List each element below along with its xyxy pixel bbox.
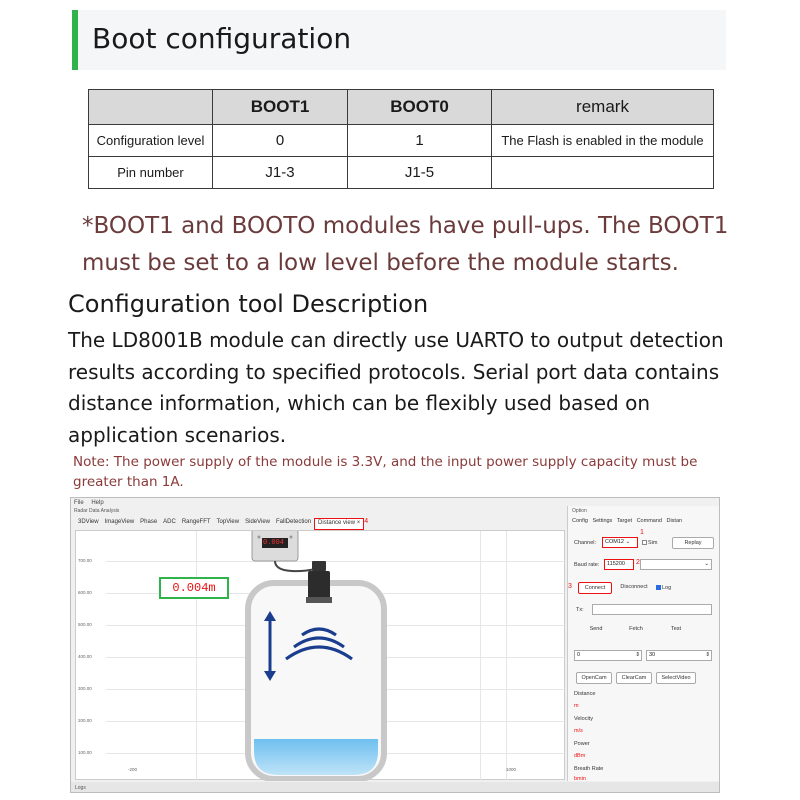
clearcam-button[interactable]: ClearCam xyxy=(616,672,652,684)
y-tick-label: 500.00 xyxy=(78,622,92,627)
channel-label: Channel: xyxy=(574,540,597,546)
tx-input[interactable] xyxy=(592,604,712,615)
boot-warning: *BOOT1 and BOOTO modules have pull-ups. The BOOT1 must be set to a low level before the module starts. xyxy=(82,213,729,276)
section-title: Configuration tool Description xyxy=(68,290,429,318)
table-header-cell xyxy=(89,90,213,125)
baud-rate-field[interactable]: 115200 xyxy=(604,559,634,570)
tab-sideview[interactable]: SideView xyxy=(245,519,271,525)
table-cell: The Flash is enabled in the module xyxy=(492,125,714,157)
replay-button[interactable]: Replay xyxy=(672,537,714,549)
table-cell: Pin number xyxy=(89,157,213,189)
distance-plot xyxy=(75,530,565,780)
tab-close-icon[interactable]: × xyxy=(356,520,361,526)
sim-checkbox[interactable] xyxy=(642,540,657,546)
marker-3: 3 xyxy=(568,583,572,590)
y-tick-label: 200.00 xyxy=(78,718,92,723)
connect-button[interactable]: Connect xyxy=(578,582,612,594)
y-tick-label: 400.00 xyxy=(78,654,92,659)
velocity-unit: m/s xyxy=(574,728,583,734)
table-cell xyxy=(492,157,714,189)
tab-distance[interactable]: Distan xyxy=(666,518,683,524)
y-tick-label: 100.00 xyxy=(78,750,92,755)
send-button[interactable]: Send xyxy=(589,626,603,632)
tab-topview[interactable]: TopView xyxy=(216,519,240,525)
velocity-label: Velocity xyxy=(574,716,593,722)
device-display-value: 0.004 xyxy=(263,539,285,547)
tab-phase[interactable]: Phase xyxy=(140,519,158,525)
spin-arrows-icon: ⇕ xyxy=(705,652,710,658)
breath-rate-unit: bmin xyxy=(574,776,586,782)
tab-settings[interactable]: Settings xyxy=(592,518,613,524)
spin-box-2[interactable] xyxy=(646,650,712,661)
spin-box-1[interactable] xyxy=(574,650,642,661)
distance-label: Distance xyxy=(574,691,596,697)
tab-command[interactable]: Command xyxy=(636,518,662,524)
marker-4: 4 xyxy=(364,518,369,525)
disconnect-button[interactable]: Disconnect xyxy=(620,584,648,590)
spin-box-1-value: 0 xyxy=(577,652,581,658)
table-cell: J1-5 xyxy=(348,157,492,189)
spin-box-2-value: 30 xyxy=(649,652,656,658)
tank-illustration xyxy=(76,531,566,781)
channel-value: COM12 xyxy=(605,539,624,545)
x-tick-label: -200 xyxy=(128,767,138,772)
y-tick-label: 700.00 xyxy=(78,558,92,563)
option-panel xyxy=(567,506,719,781)
menu-bar xyxy=(74,500,110,506)
sensor-cable xyxy=(275,561,316,571)
tab-imageview[interactable]: ImageView xyxy=(104,519,135,525)
channel-select[interactable] xyxy=(602,537,638,548)
selectvideo-button[interactable]: SelectVideo xyxy=(656,672,696,684)
header-accent-bar xyxy=(72,10,78,70)
chevron-down-icon: ⌄ xyxy=(704,561,709,567)
table-header-cell: BOOT0 xyxy=(348,90,492,125)
power-note: Note: The power supply of the module is 3.3V, and the input power supply capacity must be greater than 1A. xyxy=(73,454,698,490)
power-label: Power xyxy=(574,741,590,747)
logs-bar: Logs xyxy=(71,782,720,793)
tab-rangefft[interactable]: RangeFFT xyxy=(181,519,211,525)
table-row xyxy=(89,125,714,157)
distance-readout: 0.004m xyxy=(159,577,229,599)
power-unit: dBm xyxy=(574,753,586,759)
table-cell: J1-3 xyxy=(213,157,348,189)
log-checkbox[interactable] xyxy=(656,585,671,591)
fetch-button[interactable]: Fetch xyxy=(629,626,643,632)
option-title: Option xyxy=(572,508,587,514)
tank-water xyxy=(254,739,378,775)
sensor-head xyxy=(312,561,326,571)
log-label: Log xyxy=(662,585,672,591)
baud-label: Baud rate: xyxy=(574,562,600,568)
marker-2: 2 xyxy=(636,559,640,566)
section-paragraph: The LD8001B module can directly use UARTO to output detection results according to specified protocols. Serial port data contains distance information, which can be flexibly used based on application scenarios. xyxy=(68,328,724,447)
chevron-down-icon: ⌄ xyxy=(625,539,631,545)
tab-distance-view-label: Distance view xyxy=(318,520,356,526)
table-cell: 0 xyxy=(213,125,348,157)
view-tabs xyxy=(75,518,368,530)
tx-label: Tx: xyxy=(576,607,584,613)
table-header-cell: remark xyxy=(492,90,714,125)
table-header-cell: BOOT1 xyxy=(213,90,348,125)
radar-tool-window xyxy=(70,497,720,793)
sim-label: Sim xyxy=(648,540,658,546)
tab-falldetection[interactable]: FallDetection xyxy=(276,519,312,525)
x-tick-label: 1000 xyxy=(506,767,517,772)
table-row xyxy=(89,157,714,189)
window-subtitle: Radar Data Analysis xyxy=(74,508,120,514)
table-header-row xyxy=(89,90,714,125)
test-button[interactable]: Test xyxy=(670,626,682,632)
baud-rate-dropdown[interactable] xyxy=(640,559,712,570)
opencam-button[interactable]: OpenCam xyxy=(576,672,612,684)
page-title: Boot configuration xyxy=(92,22,352,55)
spin-arrows-icon: ⇕ xyxy=(635,652,640,658)
tab-3dview[interactable]: 3DView xyxy=(78,519,99,525)
option-tabs xyxy=(572,518,685,524)
boot-config-table xyxy=(88,89,714,189)
table-cell: 1 xyxy=(348,125,492,157)
breath-rate-label: Breath Rate xyxy=(574,766,604,772)
table-cell: Configuration level xyxy=(89,125,213,157)
menu-help[interactable]: Help xyxy=(91,500,104,506)
sim-checkbox-icon xyxy=(642,540,647,545)
marker-1: 1 xyxy=(640,529,644,536)
menu-file[interactable]: File xyxy=(74,500,84,506)
tab-distance-view[interactable] xyxy=(314,518,364,530)
y-tick-label: 300.00 xyxy=(78,686,92,691)
distance-unit: m xyxy=(574,703,579,709)
tab-target[interactable]: Target xyxy=(616,518,633,524)
tab-config[interactable]: Config xyxy=(572,518,588,524)
tab-adc[interactable]: ADC xyxy=(163,519,176,525)
log-checkbox-icon xyxy=(656,585,661,590)
y-tick-label: 600.00 xyxy=(78,590,92,595)
section-header xyxy=(72,10,726,70)
